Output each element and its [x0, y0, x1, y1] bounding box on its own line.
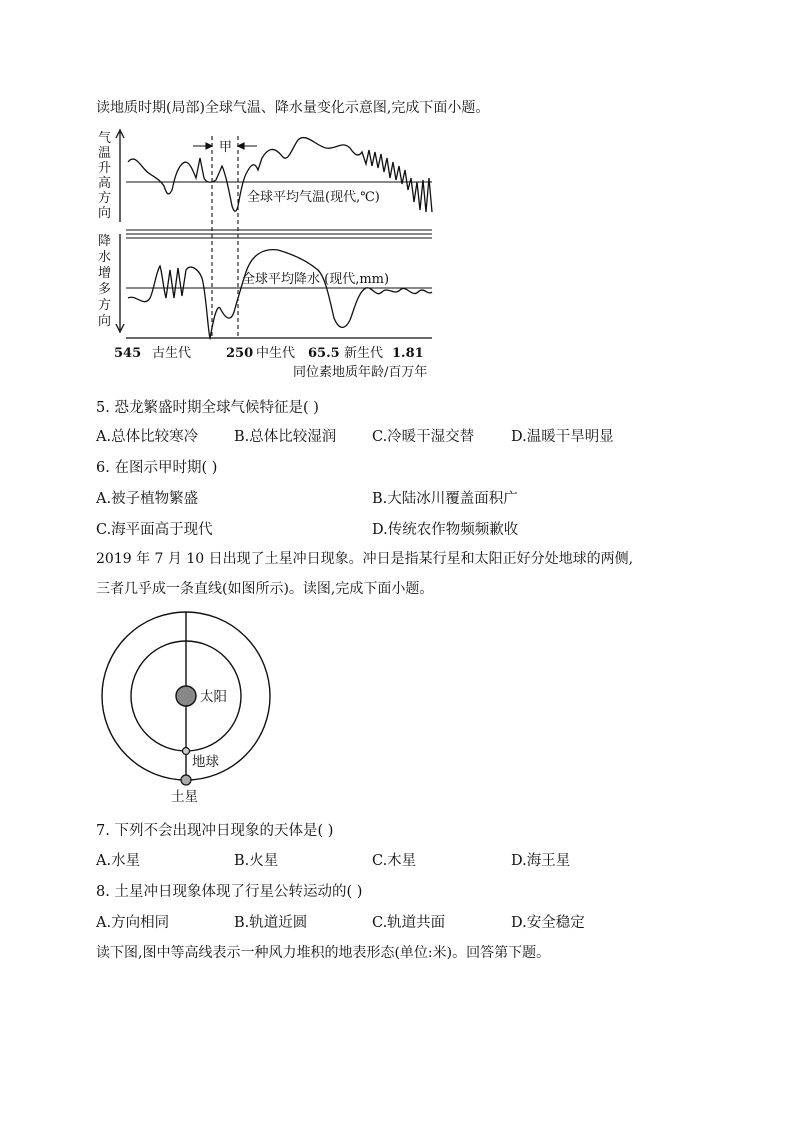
- earth-icon: [183, 748, 190, 755]
- q5-option-d[interactable]: D.温暖干旱明显: [511, 429, 614, 445]
- q8-option-b[interactable]: B.轨道近圆: [234, 915, 308, 931]
- q7-option-c[interactable]: C.木星: [372, 853, 417, 869]
- temp-line-label: 全球平均气温(现代,℃): [247, 190, 380, 205]
- temp-axis-char: 高: [98, 176, 112, 191]
- x-tick: 古生代: [152, 346, 192, 361]
- panel-separator: [126, 230, 432, 238]
- question-6-stem: 6. 在图示甲时期( ): [96, 460, 218, 476]
- earth-label: 地球: [192, 754, 219, 770]
- q7-option-d[interactable]: D.海王星: [511, 853, 571, 869]
- precip-axis-char: 增: [98, 266, 112, 281]
- x-tick: 新生代: [344, 346, 384, 361]
- question-7-stem: 7. 下列不会出现冲日现象的天体是( ): [96, 823, 334, 839]
- sun-icon: [176, 686, 196, 706]
- q6-option-d[interactable]: D.传统农作物频频歉收: [372, 522, 519, 538]
- temp-axis-char: 方: [98, 191, 112, 206]
- q5-option-a[interactable]: A.总体比较寒冷: [96, 429, 199, 445]
- climate-change-figure: [92, 122, 462, 384]
- q6-option-b[interactable]: B.大陆冰川覆盖面积广: [372, 491, 518, 507]
- x-tick: 250: [226, 346, 254, 361]
- q7-option-b[interactable]: B.火星: [234, 853, 279, 869]
- precipitation-curve: [128, 250, 432, 338]
- intro-paragraph-2-line1: 2019 年 7 月 10 日出现了土星冲日现象。冲日是指某行星和太阳正好分处地球的两侧,: [96, 551, 634, 567]
- q6-option-a[interactable]: A.被子植物繁盛: [96, 491, 199, 507]
- axis-arrows: [116, 130, 124, 332]
- q5-option-c[interactable]: C.冷暖干湿交替: [372, 429, 475, 445]
- q8-option-a[interactable]: A.方向相同: [96, 915, 170, 931]
- temp-axis-char: 气: [98, 131, 112, 146]
- q8-option-c[interactable]: C.轨道共面: [372, 915, 446, 931]
- question-5-stem: 5. 恐龙繁盛时期全球气候特征是( ): [96, 400, 319, 416]
- x-tick: 中生代: [256, 346, 296, 361]
- intro-paragraph-3: 读下图,图中等高线表示一种风力堆积的地表形态(单位:米)。回答第下题。: [96, 945, 551, 961]
- q7-option-a[interactable]: A.水星: [96, 853, 141, 869]
- precip-axis-char: 方: [98, 298, 112, 313]
- q6-option-c[interactable]: C.海平面高于现代: [96, 522, 213, 538]
- jia-period-bounds: [212, 136, 238, 338]
- x-axis-title: 同位素地质年龄/百万年: [293, 365, 428, 380]
- intro-paragraph-2-line2: 三者几乎成一条直线(如图所示)。读图,完成下面小题。: [96, 581, 434, 597]
- precipitation-axis-label: [98, 234, 111, 329]
- precip-axis-char: 降: [98, 234, 112, 249]
- x-tick: 1.81: [392, 346, 424, 361]
- q5-option-b[interactable]: B.总体比较湿润: [234, 429, 337, 445]
- temp-axis-char: 温: [98, 146, 112, 161]
- jia-label: 甲: [219, 140, 233, 155]
- precip-axis-char: 向: [98, 314, 112, 329]
- precip-axis-char: 多: [98, 282, 112, 297]
- question-8-stem: 8. 土星冲日现象体现了行星公转运动的( ): [96, 884, 363, 900]
- temp-axis-char: 升: [98, 161, 112, 176]
- sun-label: 太阳: [200, 689, 227, 705]
- saturn-label: 土星: [171, 789, 198, 805]
- saturn-icon: [181, 775, 191, 785]
- temperature-axis-label: [98, 131, 111, 221]
- precip-line-label: 全球平均降水 (现代,mm): [242, 272, 390, 287]
- x-tick: 545: [114, 346, 142, 361]
- temp-axis-char: 向: [98, 206, 112, 221]
- intro-paragraph-1: 读地质时期(局部)全球气温、降水量变化示意图,完成下面小题。: [96, 100, 490, 116]
- saturn-opposition-diagram: [96, 608, 296, 808]
- x-tick: 65.5: [308, 346, 340, 361]
- q8-option-d[interactable]: D.安全稳定: [511, 915, 585, 931]
- x-tick-labels: [114, 345, 424, 361]
- precip-axis-char: 水: [98, 250, 112, 265]
